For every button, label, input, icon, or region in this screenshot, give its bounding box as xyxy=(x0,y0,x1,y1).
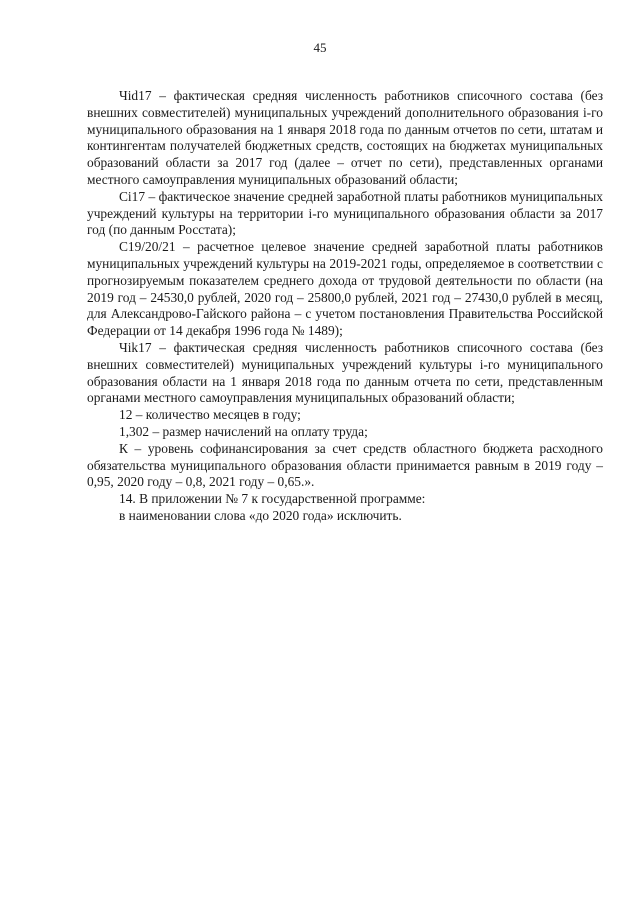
paragraph-cofinancing-level: К – уровень софинансирования за счет средств областного бюджета расходного обязательства муниципального образования области принимается равным в 2019 году – 0,95, 2020 году – 0,8, 2021 году – 0,65.». xyxy=(87,440,603,490)
paragraph-months-count: 12 – количество месяцев в году; xyxy=(119,407,301,423)
page-number: 45 xyxy=(313,40,327,55)
paragraph-payroll-accruals: 1,302 – размер начислений на оплату труда; xyxy=(119,423,368,439)
paragraph-c19-20-21-definition: С19/20/21 – расчетное целевое значение средней заработной платы работников муниципальных учреждений культуры на 2019-2021 годы, определяемое в соответствии с прогнозируемым показателем среднего дохода от трудовой деятельности по области (на 2019 год – 24530,0 рублей, 2020 год – 25800,0 рублей, 2021 год – 27430,0 рублей в месяц, для Александрово-Гайского района – с учетом постановления Правительства Российской Федерации от 14 декабря 1996 года № 1489); xyxy=(87,239,603,339)
paragraph-chid17-definition: Чid17 – фактическая средняя численность работников списочного состава (без внешних совместителей) муниципальных учреждений дополнительного образования i-го муниципального образования на 1 января 2018 года по данным отчетов по сети, штатам и контингентам получателей бюджетных средств, состоящих на бюджетах муниципальных образований области за 2017 год (далее – отчет по сети), представленных органами местного самоуправления муниципальных образований области; xyxy=(87,88,603,187)
paragraph-chik17-definition: Чik17 – фактическая средняя численность работников списочного состава (без внешних совместителей) муниципальных учреждений культуры i-го муниципального образования области на 1 января 2018 года по данным отчета по сети, представленным органами местного самоуправления муниципальных образований области; xyxy=(87,339,603,406)
paragraph-ci17-definition: Сi17 – фактическое значение средней заработной платы работников муниципальных учреждений культуры на территории i-го муниципального образования области за 2017 год (по данным Росстата); xyxy=(87,188,603,238)
document-body xyxy=(87,88,603,525)
paragraph-title-amendment: в наименовании слова «до 2020 года» исключить. xyxy=(119,507,402,523)
paragraph-appendix-7: 14. В приложении № 7 к государственной программе: xyxy=(119,491,426,507)
